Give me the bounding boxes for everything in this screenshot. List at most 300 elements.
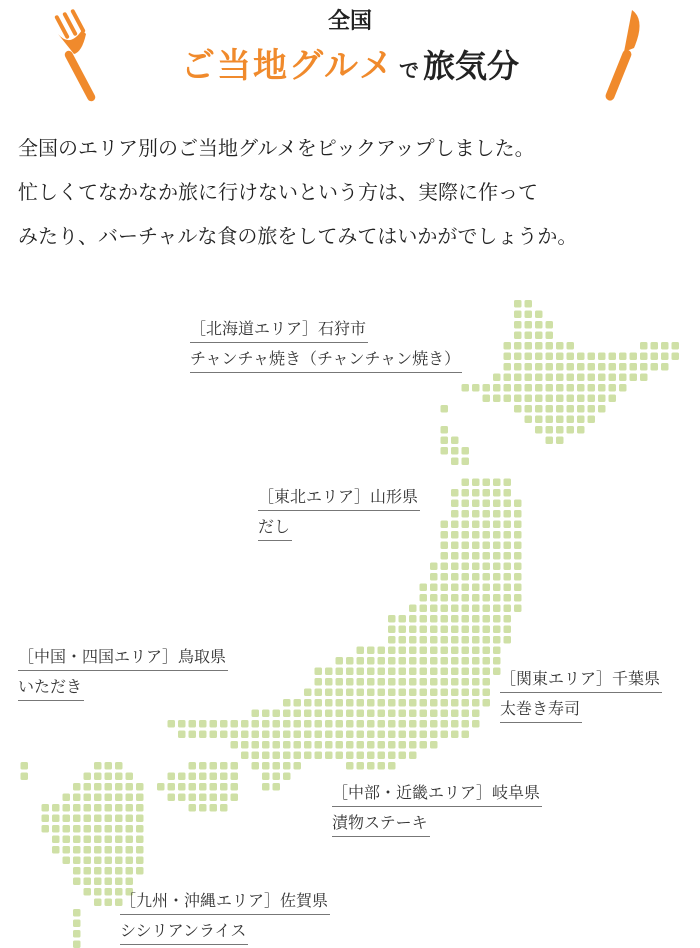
- map-dot: [346, 720, 354, 728]
- map-dot: [73, 857, 81, 865]
- map-dot: [472, 710, 480, 718]
- map-dot: [535, 332, 543, 340]
- map-dot: [378, 668, 386, 676]
- map-dot: [451, 573, 459, 581]
- area-label-kanto[interactable]: [500, 664, 662, 724]
- map-dot: [483, 678, 491, 686]
- map-dot: [199, 762, 207, 770]
- map-dot: [430, 720, 438, 728]
- map-dot: [409, 741, 417, 749]
- map-dot: [231, 720, 239, 728]
- map-dot: [430, 657, 438, 665]
- map-dot: [504, 584, 512, 592]
- map-dot: [94, 867, 102, 875]
- map-dot: [451, 699, 459, 707]
- map-dot: [367, 668, 375, 676]
- map-dot: [546, 332, 554, 340]
- map-dot: [577, 353, 585, 361]
- map-dot: [73, 794, 81, 802]
- map-dot: [126, 783, 134, 791]
- map-dot: [336, 668, 344, 676]
- map-dot: [42, 804, 50, 812]
- map-dot: [357, 647, 365, 655]
- map-dot: [535, 405, 543, 413]
- map-dot: [315, 668, 323, 676]
- intro-text: [18, 126, 688, 258]
- map-dot: [514, 332, 522, 340]
- map-dot: [451, 552, 459, 560]
- map-dot: [262, 752, 270, 760]
- map-dot: [115, 825, 123, 833]
- map-dot: [451, 500, 459, 508]
- area-label-tohoku[interactable]: [258, 482, 420, 542]
- map-dot: [661, 342, 669, 350]
- area-label-chubu-kinki[interactable]: [332, 778, 542, 838]
- map-dot: [472, 689, 480, 697]
- map-dot: [346, 699, 354, 707]
- map-dot: [556, 395, 564, 403]
- map-dot: [105, 773, 113, 781]
- map-dot: [367, 720, 375, 728]
- map-dot: [525, 311, 533, 319]
- map-dot: [514, 542, 522, 550]
- map-dot: [514, 563, 522, 571]
- map-dot: [420, 615, 428, 623]
- map-dot: [462, 615, 470, 623]
- map-dot: [525, 405, 533, 413]
- map-dot: [483, 647, 491, 655]
- map-dot: [504, 489, 512, 497]
- map-dot: [640, 353, 648, 361]
- map-dot: [577, 363, 585, 371]
- map-dot: [462, 489, 470, 497]
- map-dot: [462, 668, 470, 676]
- map-dot: [441, 426, 449, 434]
- map-dot: [210, 731, 218, 739]
- map-dot: [304, 731, 312, 739]
- map-dot: [483, 584, 491, 592]
- map-dot: [399, 678, 407, 686]
- map-dot: [388, 678, 396, 686]
- map-dot: [504, 531, 512, 539]
- map-dot: [315, 678, 323, 686]
- map-dot: [504, 615, 512, 623]
- map-dot: [262, 710, 270, 718]
- map-dot: [504, 636, 512, 644]
- map-dot: [220, 783, 228, 791]
- map-dot: [451, 489, 459, 497]
- map-dot: [672, 342, 680, 350]
- map-dot: [84, 888, 92, 896]
- map-dot: [94, 846, 102, 854]
- map-dot: [462, 689, 470, 697]
- map-dot: [514, 521, 522, 529]
- map-dot: [63, 836, 71, 844]
- area-label-chugoku-shikoku[interactable]: [18, 642, 228, 702]
- map-dot: [178, 783, 186, 791]
- map-dot: [483, 689, 491, 697]
- map-dot: [472, 563, 480, 571]
- map-dot: [357, 699, 365, 707]
- map-dot: [472, 584, 480, 592]
- map-dot: [420, 647, 428, 655]
- map-dot: [588, 374, 596, 382]
- map-dot: [472, 479, 480, 487]
- map-dot: [514, 500, 522, 508]
- map-dot: [157, 783, 165, 791]
- map-dot: [630, 353, 638, 361]
- map-dot: [304, 710, 312, 718]
- map-dot: [430, 573, 438, 581]
- map-dot: [283, 720, 291, 728]
- map-dot: [241, 752, 249, 760]
- map-dot: [115, 857, 123, 865]
- map-dot: [514, 510, 522, 518]
- map-dot: [409, 689, 417, 697]
- map-dot: [430, 741, 438, 749]
- map-dot: [189, 794, 197, 802]
- map-dot: [105, 783, 113, 791]
- map-dot: [525, 384, 533, 392]
- map-dot: [430, 678, 438, 686]
- map-dot: [294, 762, 302, 770]
- map-dot: [346, 741, 354, 749]
- map-dot: [472, 615, 480, 623]
- map-dot: [21, 762, 29, 770]
- map-dot: [567, 405, 575, 413]
- map-dot: [535, 353, 543, 361]
- map-dot: [420, 636, 428, 644]
- map-dot: [504, 542, 512, 550]
- map-dot: [178, 731, 186, 739]
- map-dot: [73, 909, 81, 917]
- map-dot: [52, 804, 60, 812]
- map-dot: [462, 510, 470, 518]
- map-dot: [514, 342, 522, 350]
- map-dot: [126, 794, 134, 802]
- map-dot: [136, 794, 144, 802]
- map-dot: [399, 710, 407, 718]
- map-dot: [535, 426, 543, 434]
- map-dot: [441, 615, 449, 623]
- map-dot: [388, 615, 396, 623]
- map-dot: [441, 521, 449, 529]
- map-dot: [514, 552, 522, 560]
- map-dot: [451, 731, 459, 739]
- map-dot: [420, 689, 428, 697]
- map-dot: [672, 353, 680, 361]
- map-dot: [283, 699, 291, 707]
- map-dot: [189, 731, 197, 739]
- map-dot: [472, 699, 480, 707]
- map-dot: [357, 657, 365, 665]
- map-dot: [294, 710, 302, 718]
- map-dot: [63, 815, 71, 823]
- map-dot: [472, 594, 480, 602]
- map-dot: [378, 657, 386, 665]
- map-dot: [588, 416, 596, 424]
- map-dot: [504, 363, 512, 371]
- map-dot: [315, 699, 323, 707]
- map-dot: [472, 489, 480, 497]
- map-dot: [493, 584, 501, 592]
- map-dot: [483, 594, 491, 602]
- map-dot: [493, 374, 501, 382]
- map-dot: [567, 353, 575, 361]
- map-dot: [514, 311, 522, 319]
- map-dot: [493, 384, 501, 392]
- map-dot: [546, 384, 554, 392]
- map-dot: [73, 920, 81, 928]
- map-dot: [346, 710, 354, 718]
- map-dot: [84, 846, 92, 854]
- map-dot: [640, 363, 648, 371]
- map-dot: [514, 573, 522, 581]
- area-label-kyushu-okinawa[interactable]: [120, 886, 330, 946]
- map-dot: [336, 699, 344, 707]
- map-dot: [84, 773, 92, 781]
- map-dot: [409, 752, 417, 760]
- map-dot: [105, 899, 113, 907]
- map-dot: [577, 384, 585, 392]
- map-dot: [483, 531, 491, 539]
- map-dot: [105, 836, 113, 844]
- map-dot: [462, 626, 470, 634]
- map-dot: [325, 731, 333, 739]
- map-dot: [546, 321, 554, 329]
- map-dot: [441, 699, 449, 707]
- map-dot: [472, 542, 480, 550]
- map-dot: [126, 836, 134, 844]
- map-dot: [63, 804, 71, 812]
- map-dot: [94, 815, 102, 823]
- map-dot: [73, 825, 81, 833]
- map-dot: [525, 300, 533, 308]
- area-heading: ［中部・近畿エリア］岐阜県: [332, 780, 542, 807]
- map-dot: [441, 437, 449, 445]
- map-dot: [483, 510, 491, 518]
- map-dot: [241, 720, 249, 728]
- map-dot: [63, 857, 71, 865]
- area-heading: ［関東エリア］千葉県: [500, 666, 662, 693]
- map-dot: [493, 489, 501, 497]
- map-dot: [483, 552, 491, 560]
- map-dot: [441, 689, 449, 697]
- map-dot: [619, 384, 627, 392]
- map-dot: [315, 731, 323, 739]
- map-dot: [472, 531, 480, 539]
- map-dot: [294, 731, 302, 739]
- area-label-hokkaido[interactable]: [190, 314, 462, 374]
- map-dot: [420, 594, 428, 602]
- map-dot: [609, 363, 617, 371]
- map-dot: [577, 416, 585, 424]
- map-dot: [252, 762, 260, 770]
- map-dot: [388, 647, 396, 655]
- map-dot: [430, 636, 438, 644]
- map-dot: [304, 699, 312, 707]
- map-dot: [493, 647, 501, 655]
- map-dot: [441, 678, 449, 686]
- map-dot: [168, 773, 176, 781]
- map-dot: [462, 594, 470, 602]
- map-dot: [378, 699, 386, 707]
- map-dot: [315, 741, 323, 749]
- map-dot: [346, 689, 354, 697]
- map-dot: [378, 741, 386, 749]
- map-dot: [220, 773, 228, 781]
- map-dot: [210, 720, 218, 728]
- map-dot: [388, 668, 396, 676]
- map-dot: [430, 710, 438, 718]
- map-dot: [210, 773, 218, 781]
- map-dot: [273, 783, 281, 791]
- map-dot: [367, 657, 375, 665]
- map-dot: [472, 573, 480, 581]
- map-dot: [430, 563, 438, 571]
- map-dot: [220, 804, 228, 812]
- map-dot: [567, 416, 575, 424]
- map-dot: [451, 584, 459, 592]
- map-dot: [325, 741, 333, 749]
- map-dot: [241, 731, 249, 739]
- map-dot: [472, 647, 480, 655]
- map-dot: [504, 594, 512, 602]
- map-dot: [409, 626, 417, 634]
- map-dot: [388, 762, 396, 770]
- map-dot: [483, 626, 491, 634]
- map-dot: [651, 363, 659, 371]
- map-dot: [430, 647, 438, 655]
- map-dot: [399, 657, 407, 665]
- area-dish: 漬物ステーキ: [332, 810, 430, 837]
- map-dot: [189, 762, 197, 770]
- map-dot: [273, 741, 281, 749]
- map-dot: [336, 657, 344, 665]
- map-dot: [357, 689, 365, 697]
- map-dot: [556, 374, 564, 382]
- map-dot: [52, 846, 60, 854]
- map-dot: [409, 615, 417, 623]
- map-dot: [105, 888, 113, 896]
- area-heading: ［東北エリア］山形県: [258, 484, 420, 511]
- map-dot: [409, 657, 417, 665]
- map-dot: [462, 657, 470, 665]
- map-dot: [115, 762, 123, 770]
- map-dot: [262, 720, 270, 728]
- map-dot: [483, 479, 491, 487]
- map-dot: [252, 720, 260, 728]
- map-dot: [21, 773, 29, 781]
- map-dot: [451, 458, 459, 466]
- map-dot: [462, 647, 470, 655]
- map-dot: [588, 363, 596, 371]
- map-dot: [210, 783, 218, 791]
- map-dot: [441, 594, 449, 602]
- map-dot: [577, 426, 585, 434]
- map-dot: [441, 552, 449, 560]
- map-dot: [136, 783, 144, 791]
- map-dot: [441, 720, 449, 728]
- map-dot: [325, 720, 333, 728]
- map-dot: [73, 878, 81, 886]
- map-dot: [472, 552, 480, 560]
- map-dot: [430, 605, 438, 613]
- map-dot: [556, 363, 564, 371]
- map-dot: [94, 762, 102, 770]
- map-dot: [273, 762, 281, 770]
- map-dot: [472, 500, 480, 508]
- map-dot: [504, 353, 512, 361]
- map-dot: [378, 710, 386, 718]
- map-dot: [94, 804, 102, 812]
- map-dot: [451, 678, 459, 686]
- map-dot: [357, 752, 365, 760]
- map-dot: [115, 815, 123, 823]
- map-dot: [535, 363, 543, 371]
- map-dot: [283, 710, 291, 718]
- map-dot: [378, 752, 386, 760]
- map-dot: [451, 563, 459, 571]
- map-dot: [178, 720, 186, 728]
- map-dot: [105, 815, 113, 823]
- map-dot: [514, 321, 522, 329]
- map-dot: [399, 741, 407, 749]
- map-dot: [651, 342, 659, 350]
- map-dot: [346, 678, 354, 686]
- map-dot: [231, 773, 239, 781]
- map-dot: [472, 521, 480, 529]
- map-dot: [462, 584, 470, 592]
- map-dot: [178, 794, 186, 802]
- map-dot: [210, 762, 218, 770]
- map-dot: [504, 500, 512, 508]
- map-dot: [493, 636, 501, 644]
- map-dot: [105, 825, 113, 833]
- map-dot: [304, 689, 312, 697]
- map-dot: [262, 773, 270, 781]
- map-dot: [451, 542, 459, 550]
- area-dish: チャンチャ焼き（チャンチャン焼き）: [190, 346, 462, 373]
- map-dot: [346, 657, 354, 665]
- map-dot: [441, 605, 449, 613]
- map-dot: [315, 752, 323, 760]
- map-dot: [430, 699, 438, 707]
- map-dot: [399, 647, 407, 655]
- map-dot: [115, 773, 123, 781]
- map-dot: [514, 300, 522, 308]
- map-dot: [514, 374, 522, 382]
- map-dot: [535, 384, 543, 392]
- area-dish: だし: [258, 514, 292, 541]
- map-dot: [115, 794, 123, 802]
- map-dot: [399, 615, 407, 623]
- map-dot: [115, 836, 123, 844]
- map-dot: [136, 804, 144, 812]
- map-dot: [42, 815, 50, 823]
- map-dot: [52, 825, 60, 833]
- intro-line: 忙しくてなかなか旅に行けないという方は、実際に作って: [18, 180, 538, 204]
- map-dot: [451, 657, 459, 665]
- map-dot: [493, 626, 501, 634]
- map-dot: [231, 731, 239, 739]
- map-dot: [504, 384, 512, 392]
- map-dot: [388, 731, 396, 739]
- map-dot: [504, 342, 512, 350]
- map-dot: [441, 405, 449, 413]
- map-dot: [115, 867, 123, 875]
- map-dot: [336, 710, 344, 718]
